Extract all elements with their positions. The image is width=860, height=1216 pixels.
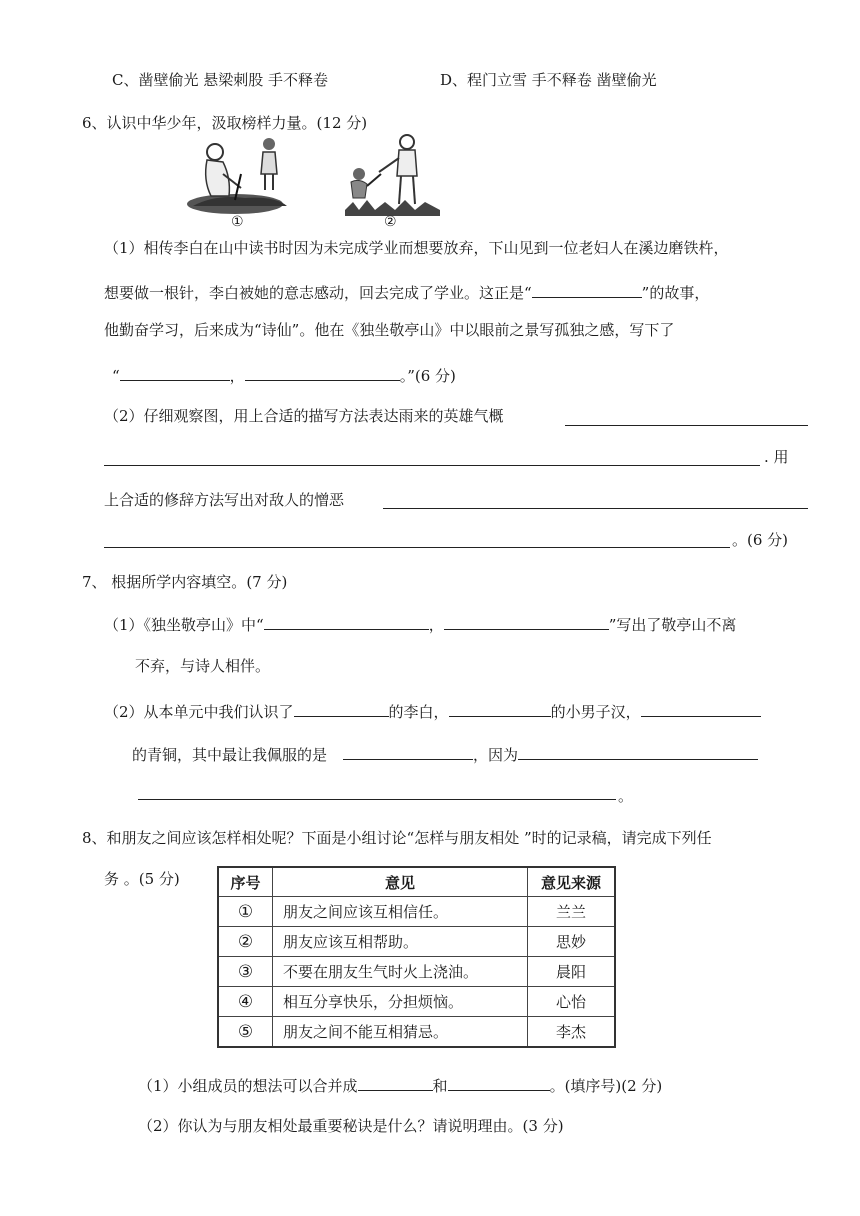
blank-poem-line-2[interactable] xyxy=(245,364,400,381)
table-row xyxy=(218,1017,615,1048)
table-cell-number: ① xyxy=(218,897,273,927)
blank-hero-description-2[interactable] xyxy=(104,464,760,466)
q5-option-d: D、程门立雪 手不释卷 凿壁偷光 xyxy=(440,71,657,89)
table-cell-number: ③ xyxy=(218,957,273,987)
blank-most-admired[interactable] xyxy=(343,743,473,760)
blank-rhetoric-2[interactable] xyxy=(104,546,730,548)
blank-poem-line-1[interactable] xyxy=(120,364,230,381)
q6-part1-line4: “ ， 。”(6 分) xyxy=(112,364,456,386)
table-row xyxy=(218,927,615,957)
table-cell-opinion: 相互分享快乐，分担烦恼。 xyxy=(273,987,528,1017)
table-header: 序号 xyxy=(218,867,273,897)
table-cell-number: ⑤ xyxy=(218,1017,273,1048)
table-header: 意见来源 xyxy=(528,867,616,897)
illustration-caption-2: ② xyxy=(384,214,397,230)
blank-qingtong-trait[interactable] xyxy=(641,700,761,717)
blank-reason-2[interactable] xyxy=(138,798,616,800)
q7-part2-line1: （2）从本单元中我们认识了 的李白， 的小男子汉， xyxy=(104,700,761,722)
blank-merge-group-2[interactable] xyxy=(448,1074,550,1091)
blank-reason-1[interactable] xyxy=(518,743,758,760)
q6-part2-line3: 上合适的修辞方法写出对敌人的憎恶 xyxy=(104,491,345,509)
q5-option-c: C、凿壁偷光 悬梁刺股 手不释卷 xyxy=(112,71,329,89)
table-cell-source: 思妙 xyxy=(528,927,616,957)
table-cell-source: 心怡 xyxy=(528,987,616,1017)
q8-stem-line2: 务 。(5 分) xyxy=(104,870,180,888)
illustration-old-woman-grinding-iron-rod xyxy=(185,134,295,216)
table-cell-source: 李杰 xyxy=(528,1017,616,1048)
table-header: 意见 xyxy=(273,867,528,897)
q6-part2-line2: . 用 xyxy=(764,448,789,466)
table-cell-number: ② xyxy=(218,927,273,957)
opinion-table xyxy=(217,866,616,1048)
blank-rhetoric-1[interactable] xyxy=(383,507,808,509)
q6-part1-line2: 想要做一根针，李白被她的意志感动，回去完成了学业。这正是“ ”的故事， xyxy=(104,281,709,303)
table-cell-opinion: 朋友之间不能互相猜忌。 xyxy=(273,1017,528,1048)
q7-stem: 7、 根据所学内容填空。(7 分) xyxy=(82,573,288,591)
q6-stem: 6、认识中华少年，汲取榜样力量。(12 分) xyxy=(82,114,368,132)
table-row xyxy=(218,987,615,1017)
table-header-row xyxy=(218,867,615,897)
table-cell-opinion: 不要在朋友生气时火上浇油。 xyxy=(273,957,528,987)
table-cell-number: ④ xyxy=(218,987,273,1017)
blank-poem-quote-1[interactable] xyxy=(264,613,429,630)
q8-part1: （1）小组成员的想法可以合并成 和 。(填序号)(2 分) xyxy=(138,1074,662,1096)
blank-iron-rod-story[interactable] xyxy=(532,281,642,298)
table-cell-source: 晨阳 xyxy=(528,957,616,987)
blank-libai-trait[interactable] xyxy=(294,700,389,717)
blank-hero-description-1[interactable] xyxy=(565,424,808,426)
q6-part2-line4: 。(6 分) xyxy=(732,531,789,549)
q6-part1-line1: （1）相传李白在山中读书时因为未完成学业而想要放弃，下山见到一位老妇人在溪边磨铁杵， xyxy=(104,239,729,257)
illustration-boy-hero-with-enemy xyxy=(345,132,440,216)
q6-part2-line1: （2）仔细观察图，用上合适的描写方法表达雨来的英雄气概 xyxy=(104,407,504,425)
q7-part1-line1: （1）《独坐敬亭山》中“ ， ”写出了敬亭山不离 xyxy=(104,613,736,635)
table-cell-opinion: 朋友之间应该互相信任。 xyxy=(273,897,528,927)
table-cell-source: 兰兰 xyxy=(528,897,616,927)
blank-merge-group-1[interactable] xyxy=(358,1074,433,1091)
illustration-caption-1: ① xyxy=(231,214,244,230)
q6-part1-line3: 他勤奋学习，后来成为“诗仙”。他在《独坐敬亭山》中以眼前之景写孤独之感，写下了 xyxy=(104,321,675,339)
table-cell-opinion: 朋友应该互相帮助。 xyxy=(273,927,528,957)
blank-poem-quote-2[interactable] xyxy=(444,613,609,630)
table-row xyxy=(218,957,615,987)
q8-part2: （2）你认为与朋友相处最重要秘诀是什么？请说明理由。(3 分) xyxy=(138,1117,564,1135)
q7-part2-line2: 的青铜，其中最让我佩服的是 ，因为 xyxy=(132,743,758,765)
table-row xyxy=(218,897,615,927)
q7-part2-end: 。 xyxy=(618,787,634,805)
blank-boy-trait[interactable] xyxy=(449,700,551,717)
q8-stem-line1: 8、和朋友之间应该怎样相处呢？下面是小组讨论“怎样与朋友相处 ”时的记录稿，请完成下列任 xyxy=(82,829,712,847)
q7-part1-line2: 不弃，与诗人相伴。 xyxy=(135,657,271,675)
